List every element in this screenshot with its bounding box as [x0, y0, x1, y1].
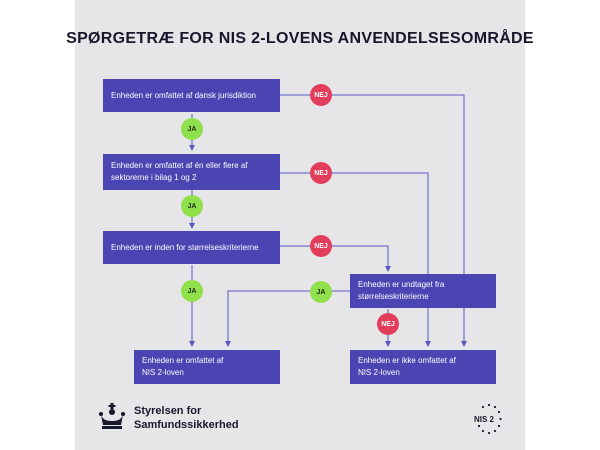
result-not-covered	[350, 350, 496, 384]
question-size-exemption-line1: Enheden er undtaget fra	[358, 280, 445, 289]
crown-icon	[98, 403, 126, 433]
question-sectors-line2: sektorerne i bilag 1 og 2	[111, 173, 197, 182]
question-sectors-line1: Enheden er omfattet af én eller flere af	[111, 161, 248, 170]
no-badge: NEJ	[310, 84, 332, 106]
no-badge: NEJ	[310, 162, 332, 184]
nis2-logo	[474, 402, 504, 436]
result-not-covered-line2: NIS 2-loven	[358, 368, 400, 377]
yes-badge: JA	[181, 118, 203, 140]
nis2-logo-text: NIS 2	[474, 415, 495, 424]
question-jurisdiction-label: Enheden er omfattet af dansk jurisdiktion	[111, 90, 256, 100]
result-not-covered-line1: Enheden er ikke omfattet af	[358, 356, 456, 365]
question-size-exemption	[350, 274, 496, 308]
no-badge: NEJ	[377, 313, 399, 335]
page-title: SPØRGETRÆ FOR NIS 2-LOVENS ANVENDELSESOMRÅDE	[66, 30, 534, 47]
yes-badge: JA	[181, 195, 203, 217]
no-badge: NEJ	[310, 235, 332, 257]
question-sectors	[103, 154, 280, 190]
yes-badge: JA	[310, 281, 332, 303]
result-covered-line1: Enheden er omfattet af	[142, 356, 224, 365]
organization-name	[134, 404, 239, 432]
question-size-criteria-label: Enheden er inden for størrelseskriterierne	[111, 242, 259, 252]
yes-badge: JA	[181, 280, 203, 302]
question-size-criteria	[103, 231, 280, 264]
no-arrow-3	[280, 246, 388, 271]
yes-arrow-4	[228, 291, 350, 346]
result-covered-line2: NIS 2-loven	[142, 368, 184, 377]
result-covered	[134, 350, 280, 384]
question-size-exemption-line2: størrelseskriterierne	[358, 292, 429, 301]
organization-name-line2: Samfundssikkerhed	[134, 419, 239, 431]
no-arrow-2	[280, 173, 428, 346]
organization-name-line1: Styrelsen for	[134, 405, 202, 417]
no-arrow-1	[280, 95, 464, 346]
question-jurisdiction	[103, 79, 280, 112]
